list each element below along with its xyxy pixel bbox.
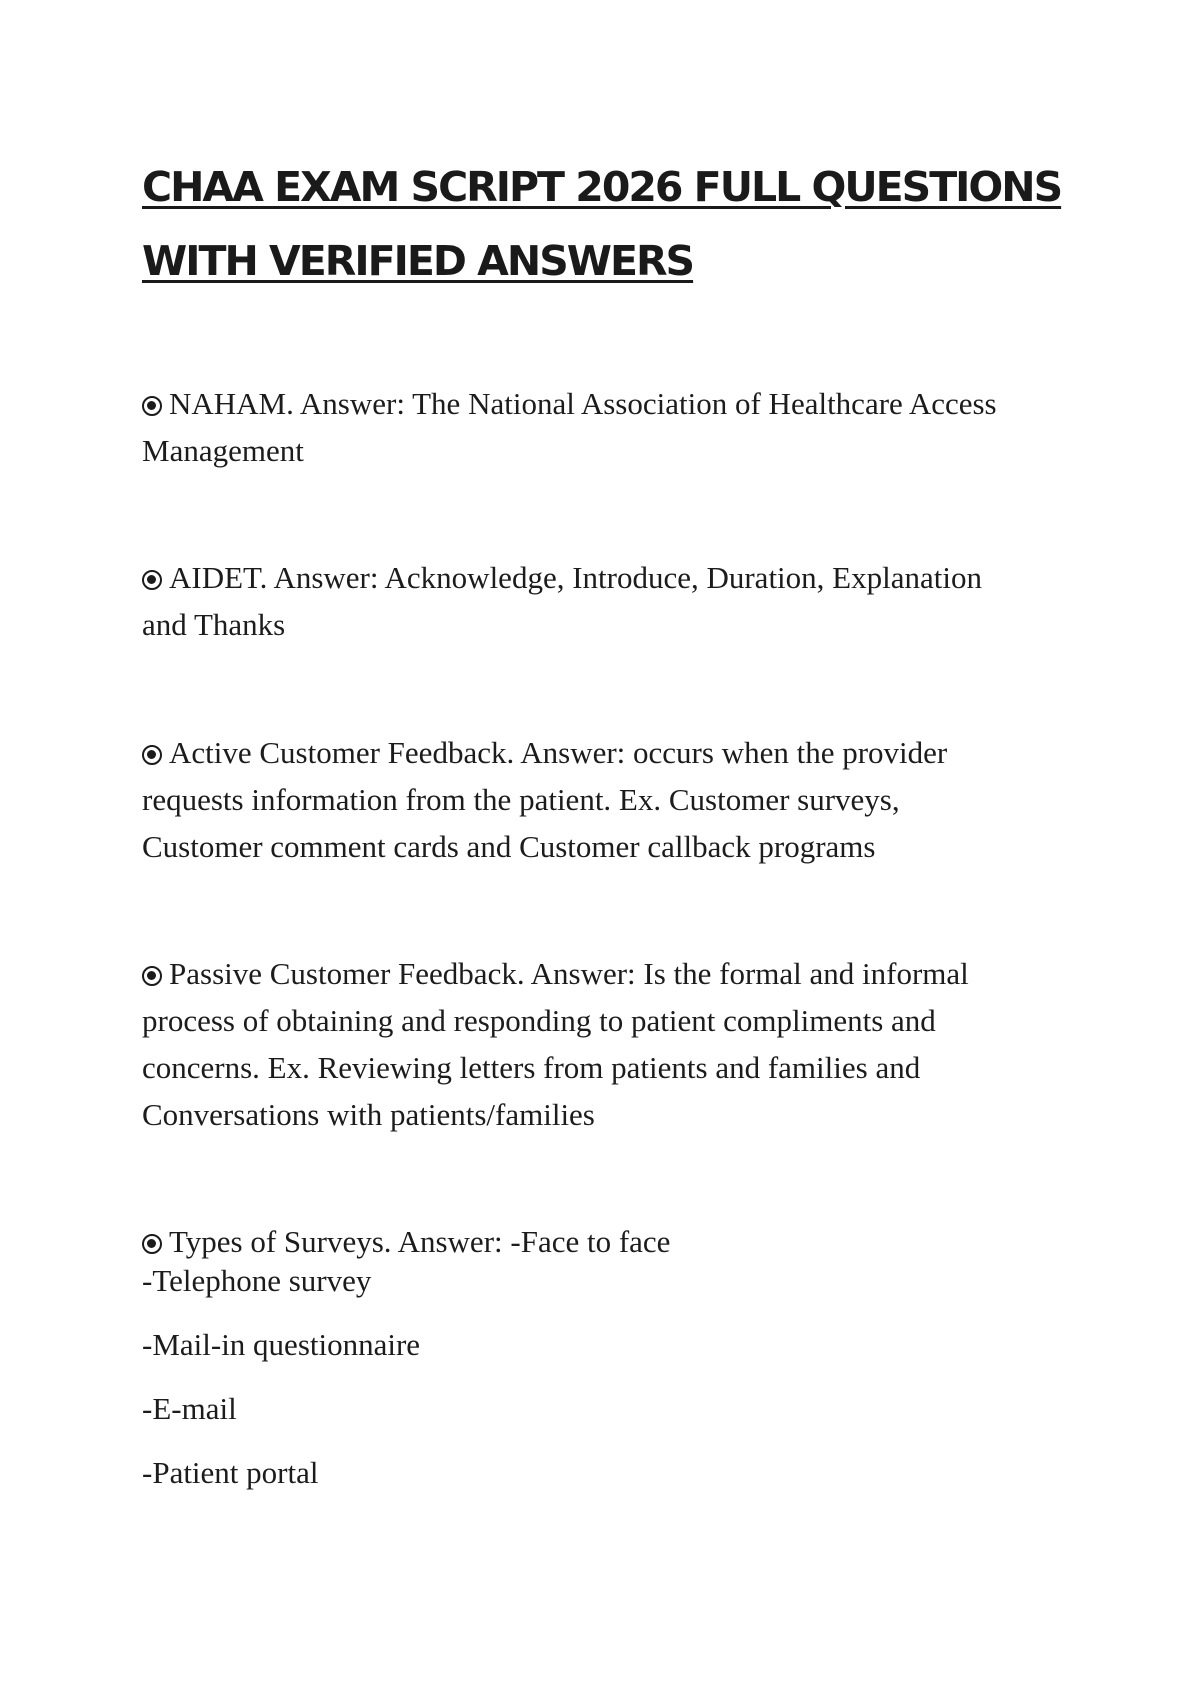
qa-item-aidet	[142, 554, 1042, 648]
qa-line: concerns. Ex. Reviewing letters from patients and families and	[142, 1050, 921, 1085]
qa-line: requests information from the patient. Ex. Customer surveys,	[142, 782, 900, 817]
radio-bullet-icon	[142, 396, 162, 416]
qa-text: Passive Customer Feedback. Answer: Is the formal and informal	[169, 956, 969, 991]
qa-line	[142, 554, 1042, 601]
qa-item-naham	[142, 380, 1042, 474]
qa-item-active-feedback	[142, 729, 1042, 870]
qa-line: process of obtaining and responding to patient compliments and	[142, 1003, 936, 1038]
list-item: -E-mail	[142, 1391, 237, 1426]
qa-text: Types of Surveys. Answer: -Face to face	[169, 1224, 671, 1259]
qa-text: AIDET. Answer: Acknowledge, Introduce, Duration, Explanation	[169, 560, 982, 595]
document-title	[142, 150, 1062, 298]
qa-line	[142, 950, 1042, 997]
qa-line: Conversations with patients/families	[142, 1097, 595, 1132]
qa-text: NAHAM. Answer: The National Association of Healthcare Access	[169, 386, 997, 421]
radio-bullet-icon	[142, 745, 162, 765]
qa-text: Active Customer Feedback. Answer: occurs when the provider	[169, 735, 948, 770]
list-item: -Telephone survey	[142, 1263, 372, 1298]
list-item: -Mail-in questionnaire	[142, 1327, 421, 1362]
radio-bullet-icon	[142, 966, 162, 986]
qa-item-passive-feedback	[142, 950, 1042, 1138]
title-line: CHAA EXAM SCRIPT 2026 FULL QUESTIONS	[142, 163, 1062, 211]
qa-line: Management	[142, 433, 304, 468]
radio-bullet-icon	[142, 1234, 162, 1254]
title-line: WITH VERIFIED ANSWERS	[142, 237, 694, 285]
qa-line: Customer comment cards and Customer callback programs	[142, 829, 876, 864]
qa-line	[142, 380, 1042, 427]
qa-line: and Thanks	[142, 607, 286, 642]
list-item: -Patient portal	[142, 1455, 319, 1490]
survey-types-list	[142, 1257, 420, 1513]
qa-line	[142, 729, 1042, 776]
radio-bullet-icon	[142, 570, 162, 590]
